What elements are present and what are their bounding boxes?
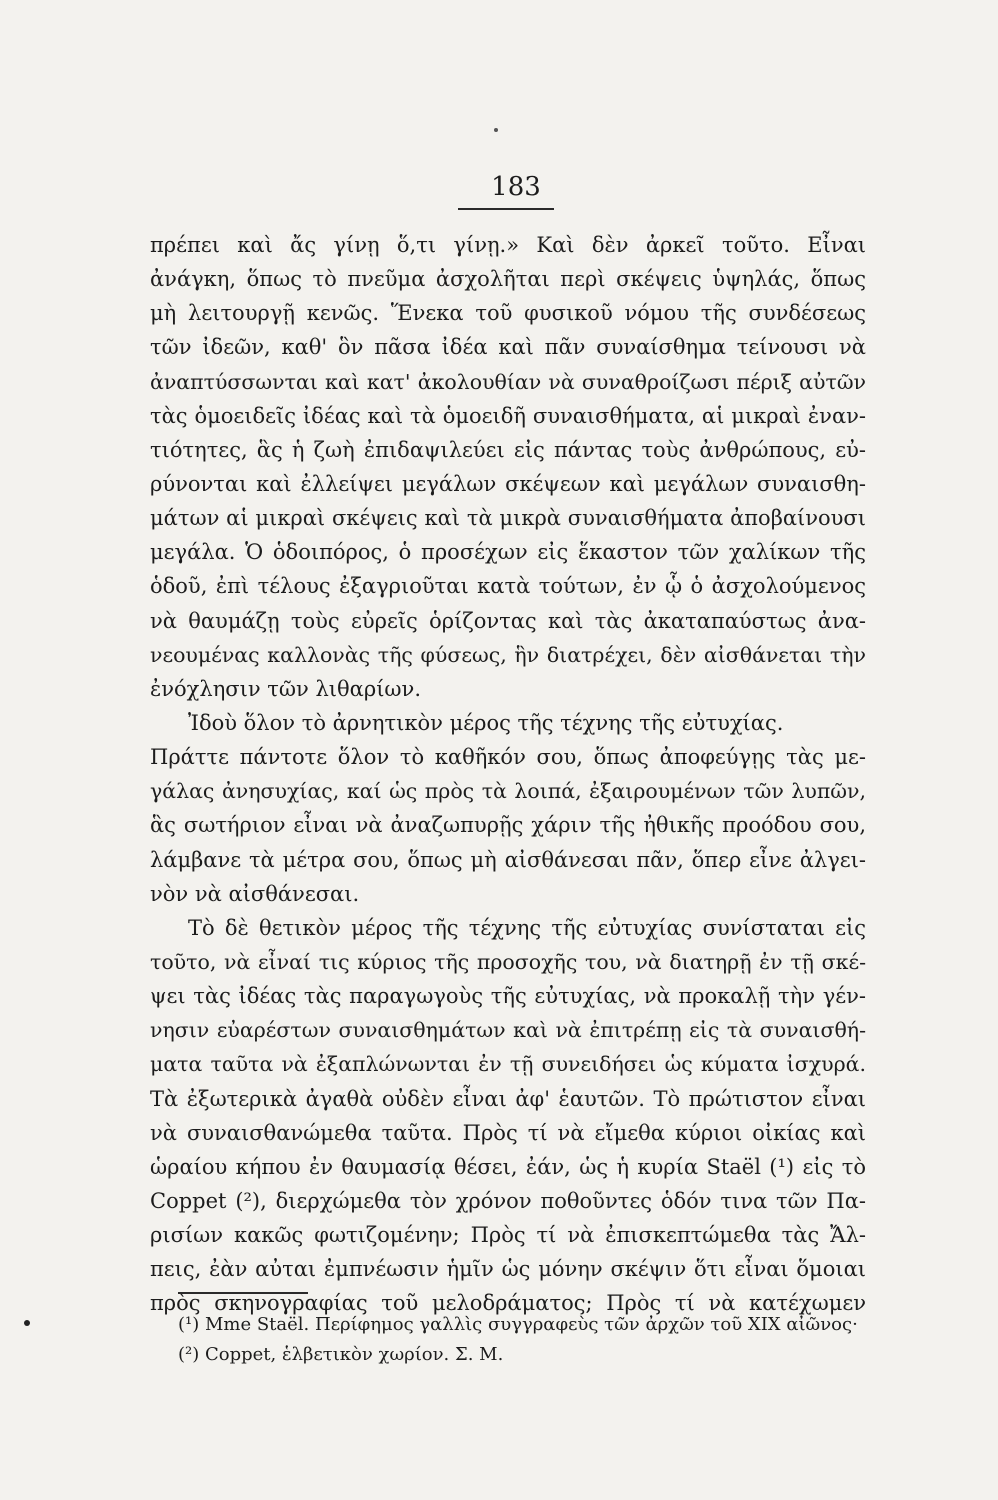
text-line: Πράττε πάντοτε ὅλον τὸ καθῆκόν σου, ὅπως ἀποφεύγῃς τὰς με-: [150, 745, 866, 770]
text-line: λάμβανε τὰ μέτρα σου, ὅπως μὴ αἰσθάνεσαι πᾶν, ὅπερ εἶνε ἀλγει-: [150, 847, 866, 872]
footnote: (¹) Mme Staël. Περίφημος γαλλὶς συγγραφεὺς τῶν ἀρχῶν τοῦ XIX αἰῶνος·: [178, 1314, 858, 1335]
text-line: πρέπει καὶ ἄς γίνῃ ὅ,τι γίνῃ.» Καὶ δὲν ἀρκεῖ τοῦτο. Εἶναι: [150, 233, 866, 257]
text-line: ὁδοῦ, ἐπὶ τέλους ἐξαγριοῦται κατὰ τούτων, ἐν ᾧ ὁ ἀσχολούμενος: [150, 574, 866, 599]
text-line: ὡραίου κήπου ἐν θαυμασίᾳ θέσει, ἐάν, ὡς ἡ κυρία Staël (¹) εἰς τὸ: [150, 1154, 866, 1179]
text-line: πεις, ἐὰν αὐται ἐμπνέωσιν ἡμῖν ὡς μόνην σκέψιν ὅτι εἶναι ὅμοιαι: [150, 1257, 866, 1282]
text-line: τιότητες, ἃς ἡ ζωὴ ἐπιδαψιλεύει εἰς πάντας τοὺς ἀνθρώπους, εὐ-: [150, 437, 866, 462]
margin-dot: [24, 1320, 30, 1326]
text-line: νησιν εὐαρέστων συναισθημάτων καὶ νὰ ἐπιτρέπῃ εἰς τὰ συναισθή-: [150, 1018, 866, 1043]
footnote-rule: [178, 1292, 308, 1294]
page-number: 183: [491, 172, 541, 202]
text-line: Coppet (²), διερχώμεθα τὸν χρόνον ποθοῦντες ὁδόν τινα τῶν Πα-: [150, 1188, 866, 1213]
text-line: νὰ συναισθανώμεθα ταῦτα. Πρὸς τί νὰ εἴμεθα κύριοι οἰκίας καὶ: [150, 1120, 866, 1145]
text-line: μεγάλα. Ὁ ὁδοιπόρος, ὁ προσέχων εἰς ἕκαστον τῶν χαλίκων τῆς: [150, 540, 866, 565]
footnotes: [178, 1310, 878, 1370]
text-line: μάτων αἱ μικραὶ σκέψεις καὶ τὰ μικρὰ συναισθήματα ἀποβαίνουσι: [150, 506, 866, 531]
text-line: Τὰ ἐξωτερικὰ ἀγαθὰ οὐδὲν εἶναι ἀφ' ἑαυτῶν. Τὸ πρώτιστον εἶναι: [150, 1086, 866, 1111]
text-line: ἐνόχλησιν τῶν λιθαρίων.: [150, 676, 422, 701]
text-line: Τὸ δὲ θετικὸν μέρος τῆς τέχνης τῆς εὐτυχίας συνίσταται εἰς: [188, 915, 866, 940]
text-line: ματα ταῦτα νὰ ἐξαπλώνωνται ἐν τῇ συνειδήσει ὡς κύματα ἰσχυρά.: [150, 1052, 866, 1077]
text-line: τὰς ὁμοειδεῖς ἰδέας καὶ τὰ ὁμοειδῆ συναισθήματα, αἱ μικραὶ ἐναν-: [150, 403, 866, 428]
text-line: τῶν ἰδεῶν, καθ' ὃν πᾶσα ἰδέα καὶ πᾶν συναίσθημα τείνουσι νὰ: [150, 335, 866, 360]
text-line: τοῦτο, νὰ εἶναί τις κύριος τῆς προσοχῆς του, νὰ διατηρῇ ἐν τῇ σκέ-: [150, 949, 866, 974]
text-line: νὰ θαυμάζῃ τοὺς εὐρεῖς ὁρίζοντας καὶ τὰς ἀκαταπαύστως ἀνα-: [150, 608, 866, 633]
body-text: [150, 228, 866, 1321]
page-number-rule: [458, 208, 554, 210]
text-line: πρὸς σκηνογραφίας τοῦ μελοδράματος; Πρὸς τί νὰ κατέχωμεν: [150, 1291, 866, 1316]
text-line: νὸν νὰ αἰσθάνεσαι.: [150, 881, 360, 906]
text-line: ρύνονται καὶ ἐλλείψει μεγάλων σκέψεων καὶ μεγάλων συναισθη-: [150, 471, 866, 496]
text-line: Ἰδοὺ ὅλον τὸ ἀρνητικὸν μέρος τῆς τέχνης τῆς εὐτυχίας.: [188, 710, 784, 735]
text-line: ἃς σωτήριον εἶναι νὰ ἀναζωπυρῇς χάριν τῆς ἠθικῆς προόδου σου,: [150, 813, 866, 838]
text-line: ψει τὰς ἰδέας τὰς παραγωγοὺς τῆς εὐτυχίας, νὰ προκαλῇ τὴν γέν-: [150, 984, 866, 1009]
footnote: (²) Coppet, ἑλβετικὸν χωρίον. Σ. Μ.: [178, 1344, 504, 1365]
text-line: ρισίων κακῶς φωτιζομένην; Πρὸς τί νὰ ἐπισκεπτώμεθα τὰς Ἄλ-: [150, 1223, 866, 1248]
paper-speck: [494, 128, 498, 132]
text-line: ἀναπτύσσωνται καὶ κατ' ἀκολουθίαν νὰ συναθροίζωσι πέριξ αὐτῶν: [150, 369, 866, 394]
text-line: γάλας ἀνησυχίας, καί ὡς πρὸς τὰ λοιπά, ἐξαιρουμένων τῶν λυπῶν,: [150, 779, 866, 804]
text-line: νεουμένας καλλονὰς τῆς φύσεως, ἣν διατρέχει, δὲν αἰσθάνεται τὴν: [150, 642, 866, 667]
text-line: ἀνάγκη, ὅπως τὸ πνεῦμα ἀσχολῆται περὶ σκέψεις ὑψηλάς, ὅπως: [150, 267, 866, 292]
text-line: μὴ λειτουργῇ κενῶς. Ἕνεκα τοῦ φυσικοῦ νόμου τῆς συνδέσεως: [150, 301, 866, 326]
